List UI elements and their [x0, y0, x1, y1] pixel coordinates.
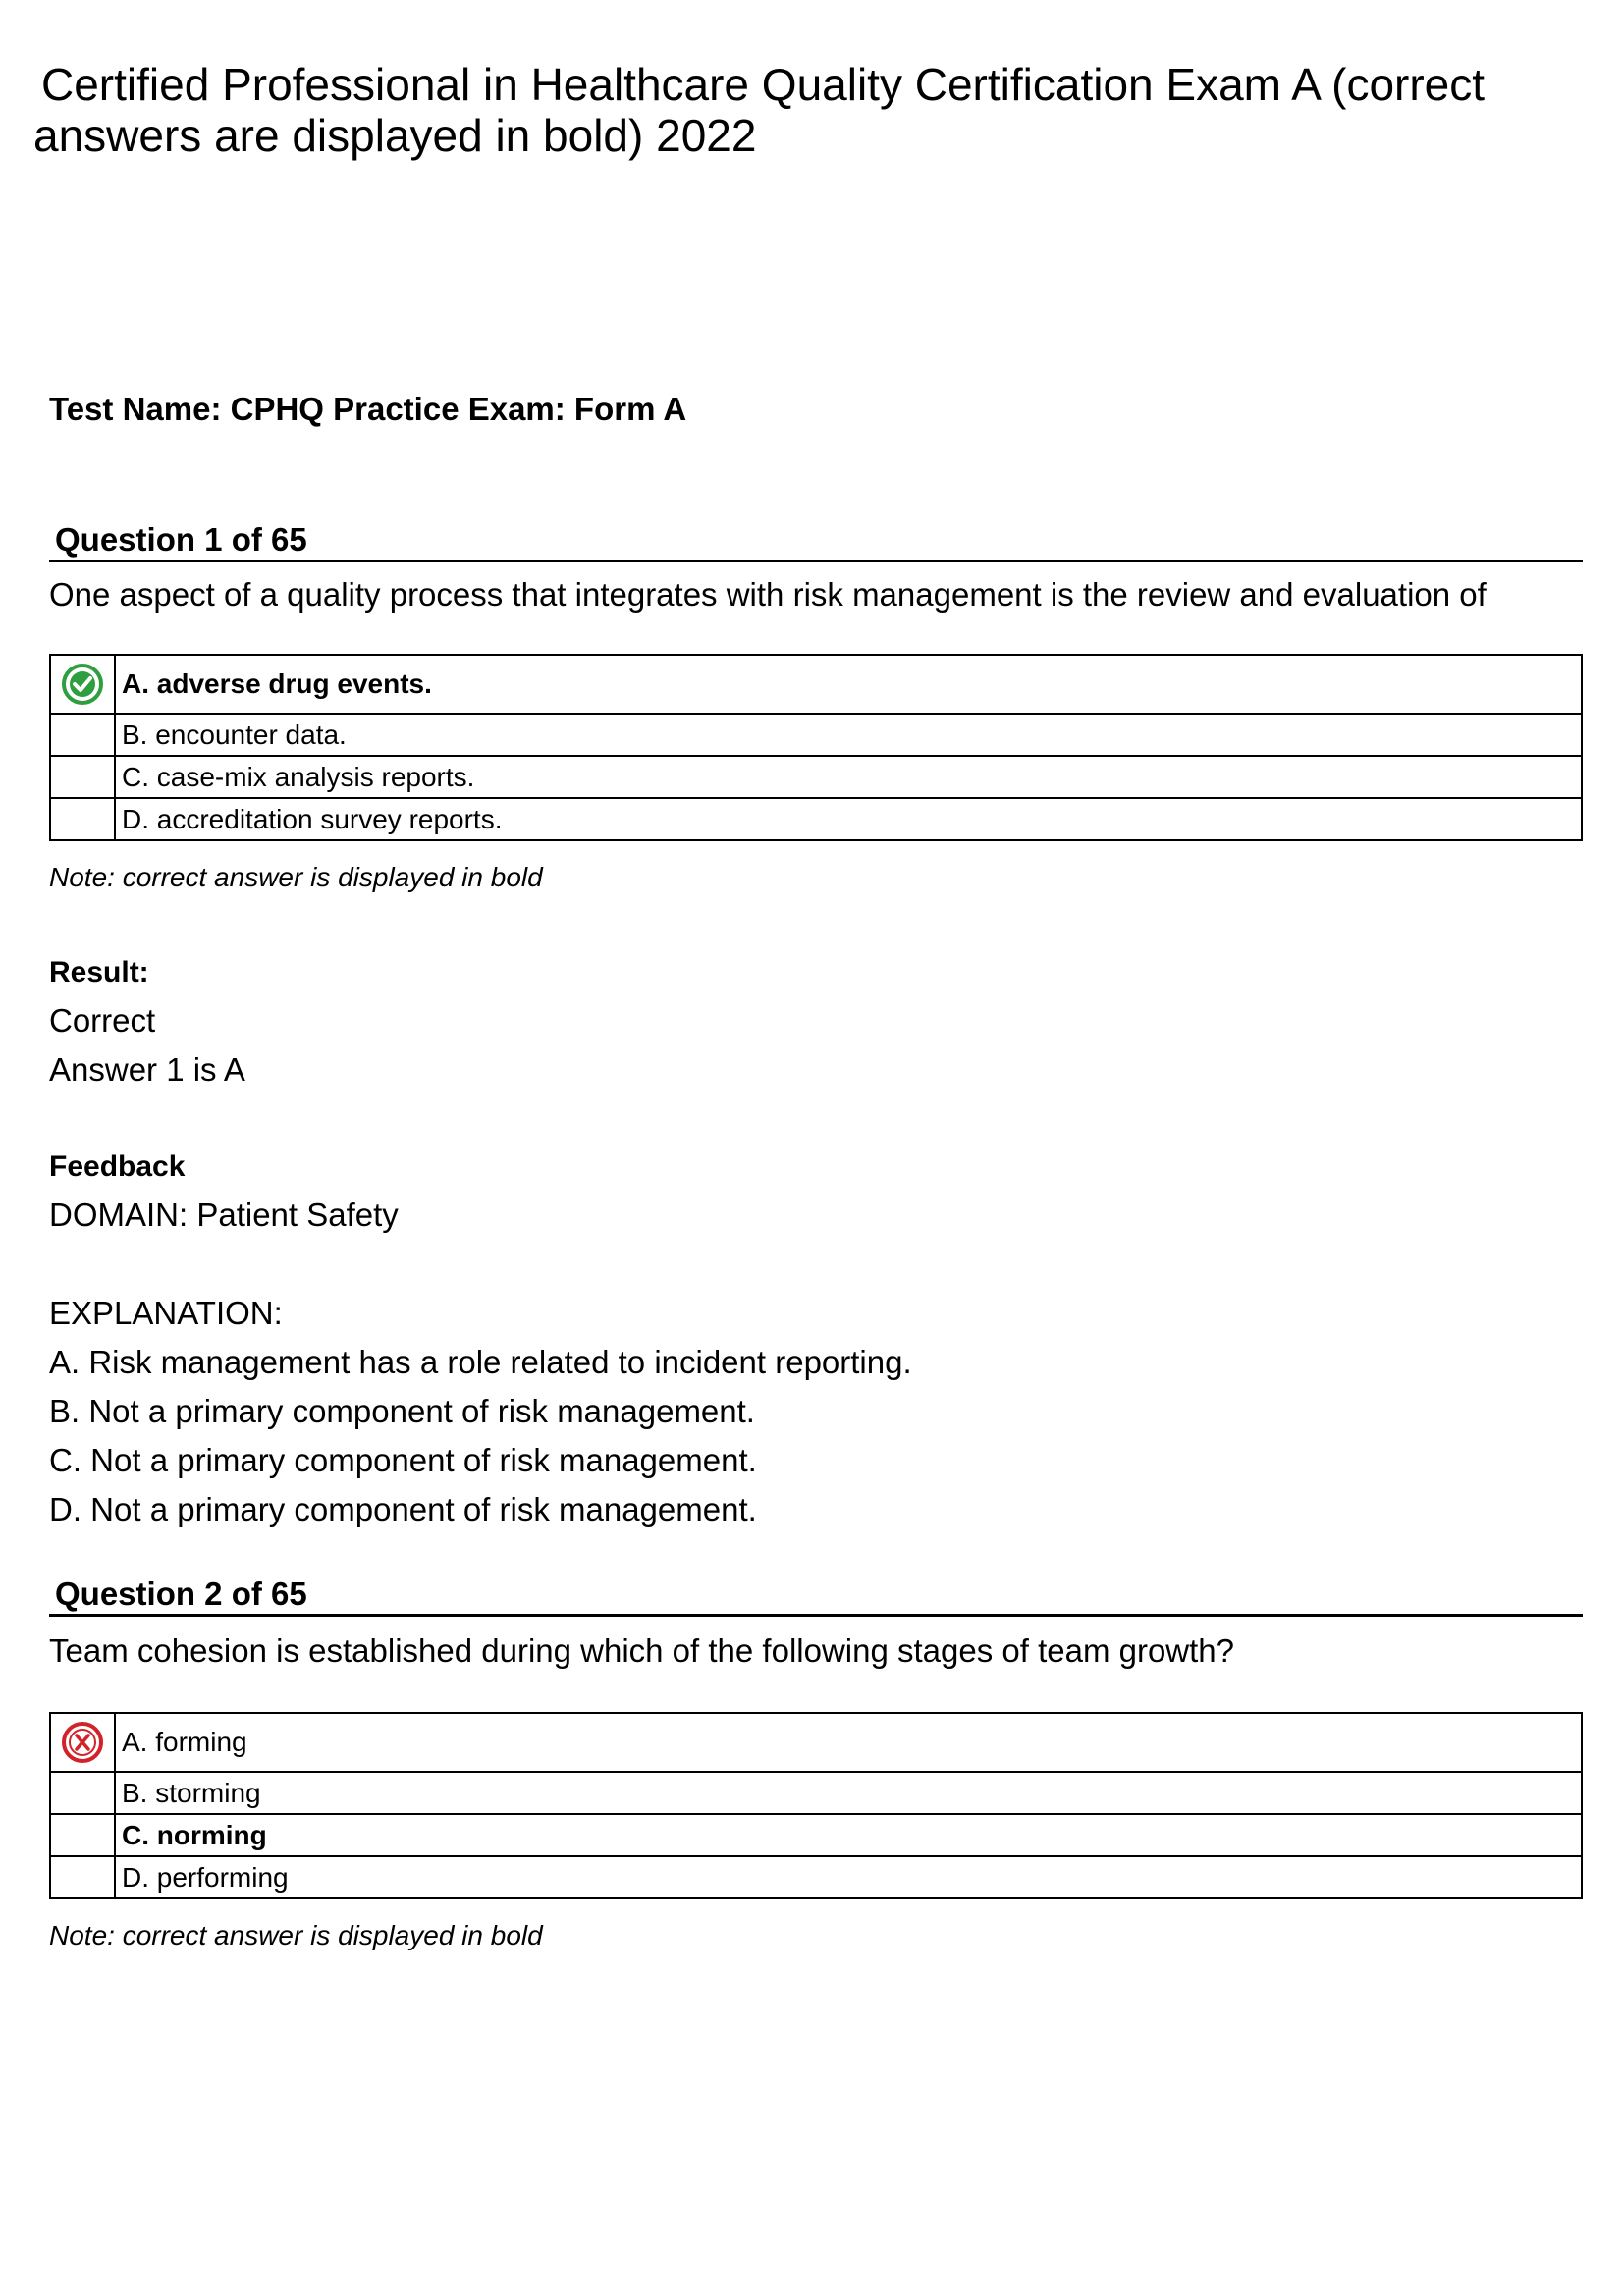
answer-status-cell: [50, 655, 115, 714]
answer-option-a: A. forming: [115, 1713, 1582, 1772]
x-circle-icon: [60, 1720, 105, 1765]
answer-option-c: C. norming: [115, 1814, 1582, 1856]
question-1-note: Note: correct answer is displayed in bold: [49, 862, 543, 892]
answer-row: [50, 1814, 1582, 1856]
page-title: [33, 59, 1506, 161]
result-value: Correct: [49, 1002, 156, 1039]
question-2-header-label: Question 2 of 65: [55, 1575, 307, 1612]
check-circle-icon: [60, 662, 105, 707]
result-label: Result:: [49, 956, 149, 988]
answer-row: [50, 1713, 1582, 1772]
explanation-b: B. Not a primary component of risk management.: [49, 1393, 755, 1429]
feedback-domain: DOMAIN: Patient Safety: [49, 1197, 399, 1233]
answer-line: Answer 1 is A: [49, 1051, 245, 1088]
question-1-text: One aspect of a quality process that integrates with risk management is the review and evaluation of: [49, 576, 1487, 613]
answer-option-a: A. adverse drug events.: [115, 655, 1582, 714]
question-2-text: Team cohesion is established during which of the following stages of team growth?: [49, 1632, 1235, 1669]
answer-option-d: D. performing: [115, 1856, 1582, 1898]
explanation-a: A. Risk management has a role related to incident reporting.: [49, 1344, 912, 1380]
answer-status-cell: [50, 1713, 115, 1772]
answer-option-d: D. accreditation survey reports.: [115, 798, 1582, 840]
answer-option-c: C. case-mix analysis reports.: [115, 756, 1582, 798]
answer-row: [50, 1856, 1582, 1898]
answer-status-cell: [50, 1856, 115, 1898]
answer-row: [50, 798, 1582, 840]
explanation-d: D. Not a primary component of risk management.: [49, 1491, 757, 1527]
explanation-label: EXPLANATION:: [49, 1295, 283, 1331]
answer-row: [50, 756, 1582, 798]
test-name: Test Name: CPHQ Practice Exam: Form A: [49, 391, 687, 427]
question-2-header: [49, 1573, 1583, 1617]
answer-status-cell: [50, 756, 115, 798]
answer-row: [50, 1772, 1582, 1814]
question-2-note: Note: correct answer is displayed in bold: [49, 1920, 543, 1950]
answer-option-b: B. storming: [115, 1772, 1582, 1814]
page-title-line-1: Certified Professional in Healthcare Quality Certification Exam A (correct: [41, 59, 1486, 110]
explanation-c: C. Not a primary component of risk management.: [49, 1442, 757, 1478]
answer-status-cell: [50, 714, 115, 756]
feedback-label: Feedback: [49, 1150, 186, 1183]
question-2-answer-table: [49, 1712, 1583, 1899]
answer-option-b: B. encounter data.: [115, 714, 1582, 756]
answer-row: [50, 655, 1582, 714]
answer-status-cell: [50, 798, 115, 840]
answer-status-cell: [50, 1772, 115, 1814]
answer-status-cell: [50, 1814, 115, 1856]
question-1-answer-table: [49, 654, 1583, 841]
question-1-header: [49, 518, 1583, 562]
answer-row: [50, 714, 1582, 756]
page-title-line-2: answers are displayed in bold) 2022: [33, 110, 757, 161]
question-1-header-label: Question 1 of 65: [55, 521, 307, 558]
